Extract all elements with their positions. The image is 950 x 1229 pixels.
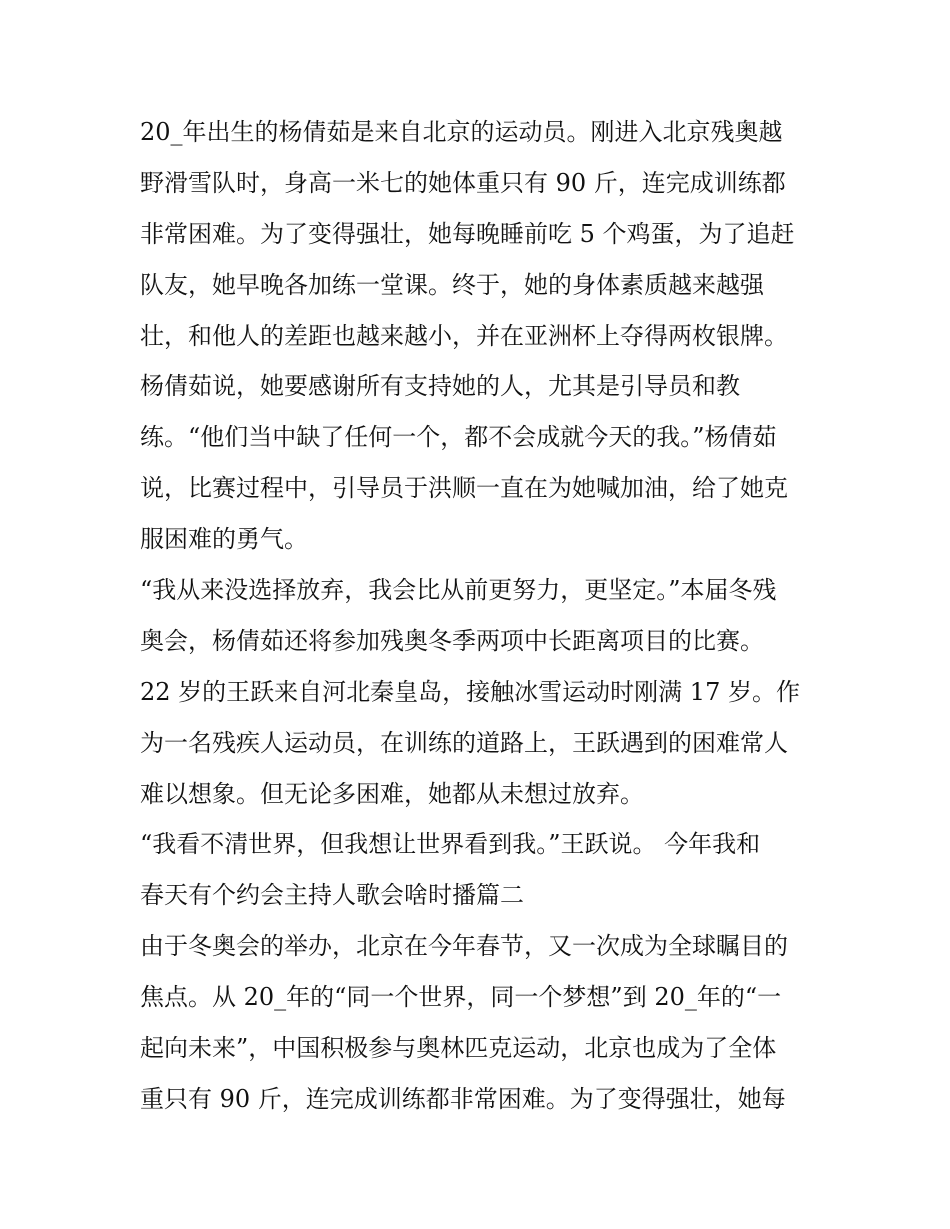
text-line: 焦点。从 20_年的“同一个世界，同一个梦想”到 20_年的“一 [140,983,782,1012]
text-line: 奥会，杨倩茹还将参加残奥冬季两项中长距离项目的比赛。 [140,626,764,655]
text-line: “我看不清世界，但我想让世界看到我。”王跃说。 今年我和 [140,830,761,859]
text-line: 说，比赛过程中，引导员于洪顺一直在为她喊加油，给了她克 [140,474,788,503]
text-line: 重只有 90 斤，连完成训练都非常困难。为了变得强壮，她每 [140,1084,786,1113]
text-line: 起向未来”，中国积极参与奥林匹克运动，北京也成为了全体 [140,1034,777,1063]
text-line: 壮，和他人的差距也越来越小，并在亚洲杯上夺得两枚银牌。 [140,321,788,350]
text-line: 练。“他们当中缺了任何一个，都不会成就今天的我。”杨倩茹 [140,423,777,452]
text-line: 服困难的勇气。 [140,525,308,554]
text-line: 队友，她早晚各加练一堂课。终于，她的身体素质越来越强 [140,270,764,299]
document-body [140,107,830,1125]
text-line: 22 岁的王跃来自河北秦皇岛，接触冰雪运动时刚满 17 岁。作 [140,677,800,706]
text-line: 难以想象。但无论多困难，她都从未想过放弃。 [140,779,644,808]
text-line: 为一名残疾人运动员，在训练的道路上，王跃遇到的困难常人 [140,728,788,757]
text-line: 非常困难。为了变得强壮，她每晚睡前吃 5 个鸡蛋，为了追赶 [140,219,795,248]
text-line: “我从来没选择放弃，我会比从前更努力，更坚定。”本届冬残 [140,576,777,605]
text-line: 杨倩茹说，她要感谢所有支持她的人，尤其是引导员和教 [140,372,740,401]
text-line: 由于冬奥会的举办，北京在今年春节，又一次成为全球瞩目的 [140,932,788,961]
text-line: 20_年出生的杨倩茹是来自北京的运动员。刚进入北京残奥越 [140,118,783,146]
text-line: 春天有个约会主持人歌会啥时播篇二 [140,881,524,910]
text-line: 野滑雪队时，身高一米七的她体重只有 90 斤，连完成训练都 [140,168,786,197]
